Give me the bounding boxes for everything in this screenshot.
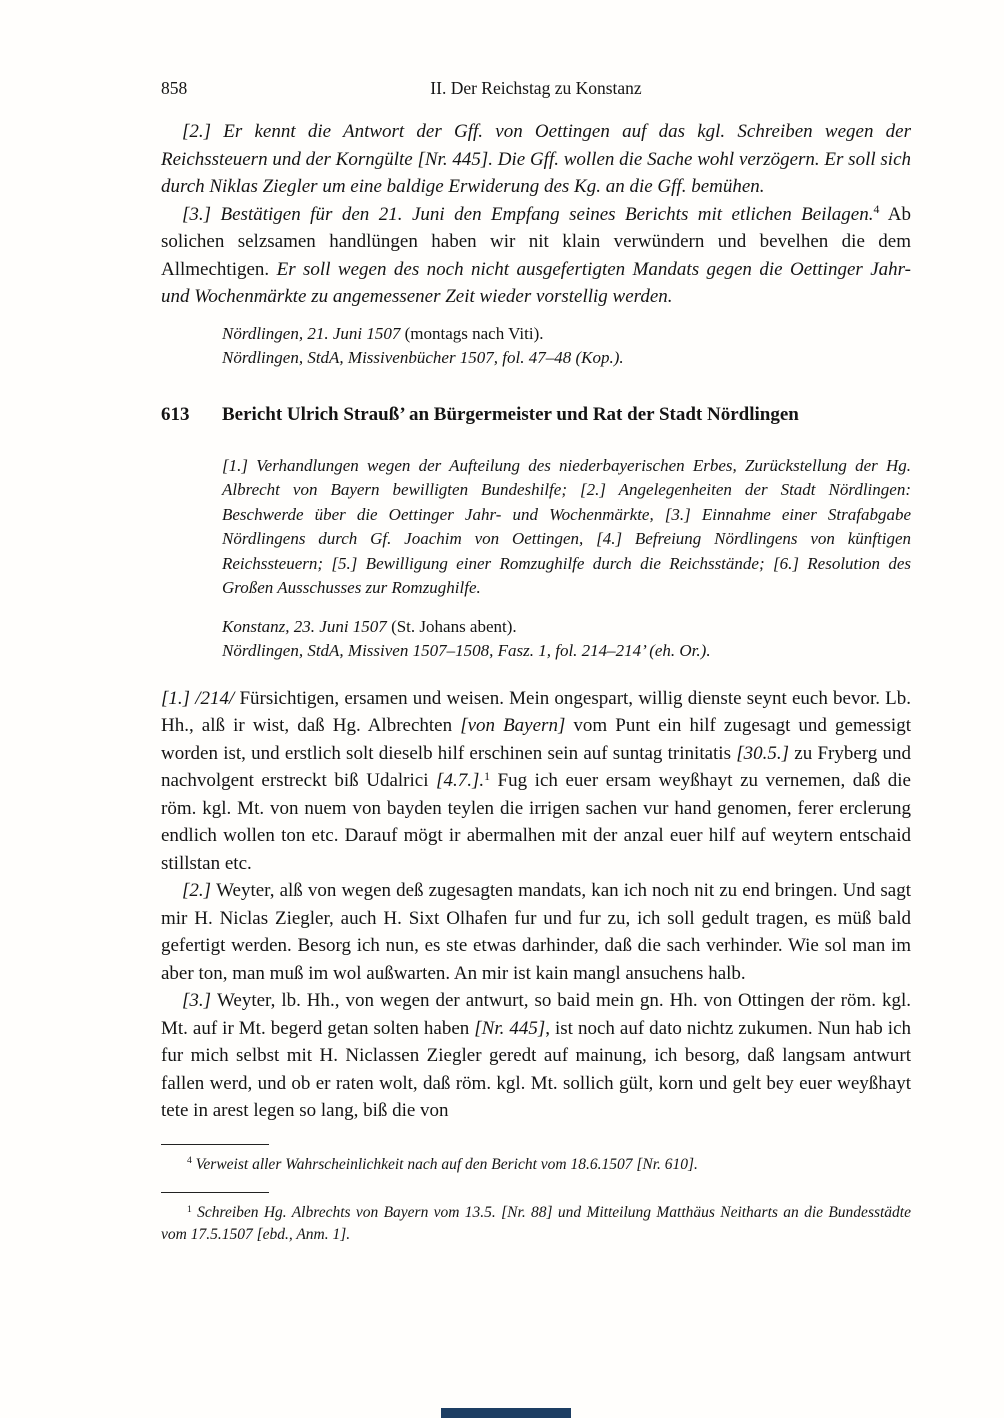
document-number: 613 [161,403,190,425]
footnote-4: $^4$ Verweist aller Wahrscheinlichkeit nach auf den Bericht vom 18.6.1507 [Nr. 610]. [187,1155,698,1173]
dateline-613: Konstanz, 23. Juni 1507 (St. Johans abent). [222,616,517,636]
bottom-blue-bar [441,1408,571,1418]
dateline-block-612 [222,322,911,371]
footnote-area [161,1144,911,1246]
document-title: Bericht Ulrich Strauß’ an Bürgermeister und Rat der Stadt Nördlingen [222,403,799,425]
page-number: 858 [161,78,188,98]
footnote-separator [161,1144,269,1145]
running-header [161,78,911,102]
text-column [161,78,911,1245]
editorial-summary-para-3: [3.] Bestätigen für den 21. Juni den Empfang seines Berichts mit etlichen Beilagen.$^4$ Ab solichen selzsamen handlüngen haben wir nit klain verwündern und bevelhen die dem Allmechtigen. Er soll wegen des noch nicht ausgefertigten Mandats gegen die Oettinger Jahr- und Wochenmärkte zu angemessener Zeit wieder vorstellig werden. [161,203,911,307]
source-line-613: Nördlingen, StdA, Missiven 1507–1508, Fasz. 1, fol. 214–214’ (eh. Or.). [222,641,711,660]
source-line-612: Nördlingen, StdA, Missivenbücher 1507, fol. 47–48 (Kop.). [222,348,624,367]
body-para-2: [2.] Weyter, alß von wegen deß zugesagten mandats, kan ich noch nit zu end bringen. Und sagt mir H. Niclas Ziegler, auch H. Sixt Olhafen fur und fur zu, ich soll gedult tragen, es müß bald gefertigt werden. Besorg ich nun, es ste etwas darhinder, daß die sach verhinder. Wie sol man im aber ton, man muß im wol außwarten. An mir ist kain mangl ansuchens halb. [161,880,911,984]
footnote-separator [161,1192,269,1193]
body-para-3: [3.] Weyter, lb. Hh., von wegen der antwurt, so baid mein gn. Hh. von Ottingen der röm. kgl. Mt. auf ir Mt. begerd getan solten haben [Nr. 445], ist noch auf dato nichtz zukumen. Nun hab ich fur mich selbst mit H. Niclassen Ziegler geredt auf mainung, ich besorg, daß langsam antwurt fallen werd, und ob er raten wolt, daß röm. kgl. Mt. sollich gült, korn und gelt bey euer weyßhayt tete in arest legen so lang, biß die von [161,990,912,1121]
footnote-1: $^1$ Schreiben Hg. Albrechts von Bayern vom 13.5. [Nr. 88] und Mitteilung Matthäus Neitharts an die Bundesstädte vom 17.5.1507 [ebd., Anm. 1]. [161,1203,911,1243]
running-head-title: II. Der Reichstag zu Konstanz [430,78,642,98]
dateline-block-613 [222,615,911,664]
document-body-613 [161,685,911,1125]
editorial-summary-para-2: [2.] Er kennt die Antwort der Gff. von Oettingen auf das kgl. Schreiben wegen der Reichssteuern und der Korngülte [Nr. 445]. Die Gff. wollen die Sache wohl verzögern. Er soll sich durch Niklas Ziegler um eine baldige Erwiderung des Kg. an die Gff. bemühen. [161,121,911,197]
body-para-1: [1.] /214/ Fürsichtigen, ersamen und weisen. Mein ongespart, willig dienste seynt euch bevor. Lb. Hh., alß ir wist, daß Hg. Albrechten [von Bayern] vom Punt ein hilf zugesagt und gemessigt worden ist, und erstlich solt dieselb hilf erschinen sein auf suntag trinitatis [30.5.] zu Fryberg und nachvolgent erstreckt biß Udalrici [4.7.].$^1$ Fug ich euer ersam weyßhayt zu vernemen, daß die röm. kgl. Mt. von nuem von bayden teylen die irrigen sachen vur hand genomen, ferer erclerung endlich wollen ton etc. Darauf mögt ir abermalhen mit der anzal euer hilf auf weytern entschaid stillstan etc. [161,687,911,874]
document-heading-613 [161,402,911,427]
dateline-612: Nördlingen, 21. Juni 1507 (montags nach Viti). [222,323,544,343]
summary-613: [1.] Verhandlungen wegen der Aufteilung des niederbayerischen Erbes, Zurückstellung der Hg. Albrecht von Bayern bewilligten Bundeshilfe; [2.] Angelegenheiten der Stadt Nördlingen: Beschwerde über die Oettinger Jahr- und Wochenmärkte, [3.] Einnahme einer Strafabgabe Nördlingens durch Gf. Joachim von Oettingen, [4.] Befreiung Nördlingens von künftigen Reichssteuern; [5.] Bewilligung einer Romzughilfe durch die Reichsstände; [6.] Resolution des Großen Ausschusses zur Romzughilfe. [222,455,911,597]
